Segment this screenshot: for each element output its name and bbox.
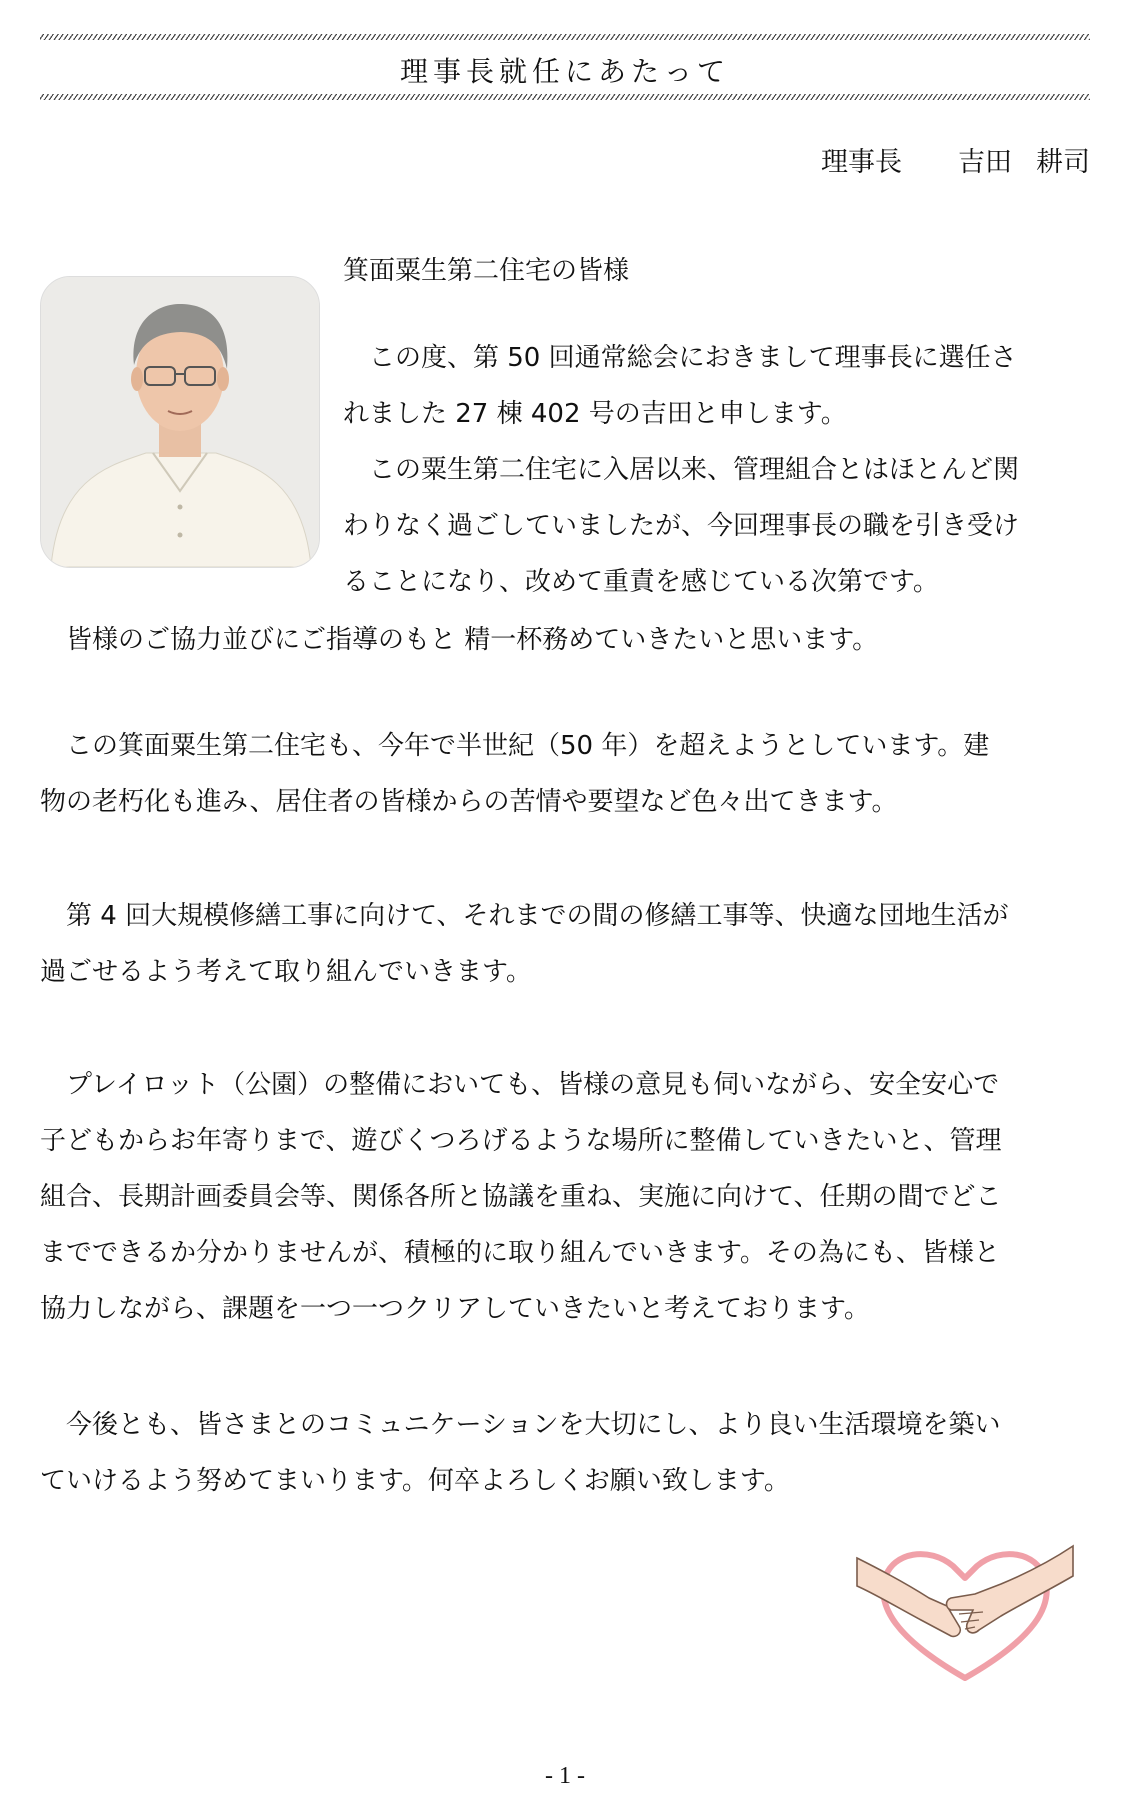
paragraph-repairs [40,888,1100,1000]
paragraph-line: 子どもからお年寄りまで、遊びくつろげるような場所に整備していきたいと、管理 [40,1126,1002,1156]
paragraph-line: 協力しながら、課題を一つ一つクリアしていきたいと考えております。 [40,1294,870,1324]
title-rule-bottom [40,94,1090,100]
paragraph-half-century [40,718,1100,830]
paragraph-line: プレイロット（公園）の整備においても、皆様の意見も伺いながら、安全安心で [66,1070,1000,1100]
intro-line: この粟生第二住宅に入居以来、管理組合とはほとんど関 [369,455,1020,485]
page-title: 理事長就任にあたって [399,55,730,88]
author-line [821,140,1090,179]
intro-paragraph [343,330,1093,610]
portrait-photo [40,276,320,568]
paragraph-line: 過ごせるよう考えて取り組んでいきます。 [40,957,532,987]
author-surname: 吉田 [958,147,1012,178]
paragraph-line: この箕面粟生第二住宅も、今年で半世紀（50 年）を超えようとしています。建 [66,731,990,761]
paragraph-closing [40,1397,1100,1509]
paragraph-line: 組合、長期計画委員会等、関係各所と協議を重ね、実施に向けて、任期の間でどこ [40,1182,1002,1212]
paragraph-line: までできるか分かりませんが、積極的に取り組んでいきます。その為にも、皆様と [40,1238,1000,1268]
author-given-name: 耕司 [1036,147,1090,178]
handshake-heart-icon [855,1528,1075,1688]
title-rule-top [40,34,1090,40]
paragraph-line: 皆様のご協力並びにご指導のもと 精一杯務めていきたいと思います。 [66,625,879,655]
intro-line: この度、第 50 回通常総会におきまして理事長に選任さ [369,343,1017,373]
paragraph-line: 物の老朽化も進み、居住者の皆様からの苦情や要望など色々出てきます。 [40,787,898,817]
paragraph-line: ていけるよう努めてまいります。何卒よろしくお願い致します。 [40,1466,790,1496]
paragraph-cooperation [40,612,1100,668]
salutation: 箕面粟生第二住宅の皆様 [343,256,630,286]
author-role: 理事長 [821,147,902,178]
intro-line: わりなく過ごしていましたが、今回理事長の職を引き受け [343,511,1020,541]
paragraph-line: 第 4 回大規模修繕工事に向けて、それまでの間の修繕工事等、快適な団地生活が [66,901,1009,931]
paragraph-playlot [40,1057,1100,1337]
intro-line: ることになり、改めて重責を感じている次第です。 [343,567,939,597]
paragraph-line: 今後とも、皆さまとのコミュニケーションを大切にし、より良い生活環境を築い [66,1410,1001,1440]
page-number: - 1 - [545,1763,585,1789]
intro-line: れました 27 棟 402 号の吉田と申します。 [343,399,847,429]
